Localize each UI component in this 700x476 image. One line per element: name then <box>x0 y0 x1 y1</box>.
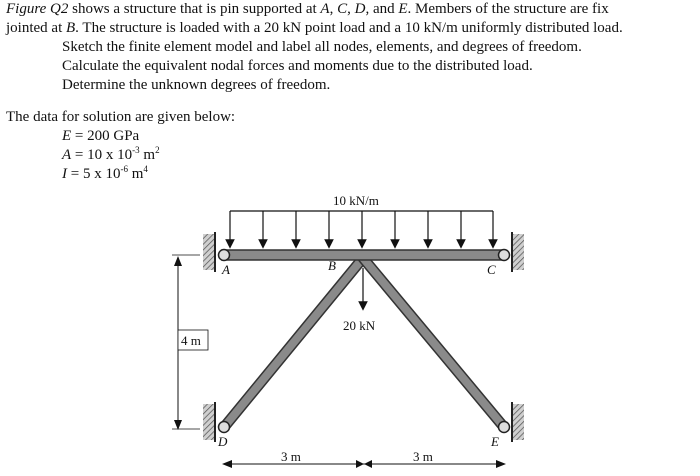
node-label-a: A <box>222 262 230 277</box>
height-label: 4 m <box>181 333 201 348</box>
pin-c <box>499 250 510 261</box>
intro1-run-7: , and <box>365 1 399 17</box>
intro1-run-5: , <box>347 1 355 17</box>
support-a <box>203 232 215 272</box>
intro1-run-1: shows a structure that is pin supported at <box>68 1 321 17</box>
task-unknown-dof: Determine the unknown degrees of freedom. <box>62 77 331 93</box>
pin-e <box>499 422 510 433</box>
support-c <box>512 232 524 272</box>
pin-d <box>219 422 230 433</box>
right-span-label: 3 m <box>413 449 433 464</box>
support-d <box>203 402 215 442</box>
left-span-label: 3 m <box>281 449 301 464</box>
intro2-run-0: jointed at <box>6 20 66 36</box>
node-label-d: D <box>218 434 228 449</box>
task-nodal-forces: Calculate the equivalent nodal forces and moments due to the distributed load. <box>62 58 533 74</box>
intro1-run-0: Figure Q2 <box>6 1 69 17</box>
point-load-label: 20 kN <box>343 318 376 333</box>
distributed-load <box>230 211 493 244</box>
node-label-c: C <box>487 262 496 277</box>
intro1-run-9: . Members of the structure are fix <box>407 1 609 17</box>
data-title: The data for solution are given below: <box>6 109 236 125</box>
intro2-run-1: B <box>66 20 76 36</box>
node-label-e: E <box>491 434 499 449</box>
intro1-run-3: , <box>329 1 338 17</box>
intro1-run-2: A <box>320 1 330 17</box>
data-area: A = 10 x $10^{-3}$ $m^2$ <box>62 145 160 163</box>
data-elastic-modulus: E = 200 GPa <box>62 128 140 144</box>
task-sketch: Sketch the finite element model and label all nodes, elements, and degrees of freedom. <box>62 39 582 55</box>
intro1-run-8: E <box>398 1 408 17</box>
pin-a <box>219 250 230 261</box>
member-abc <box>222 250 505 260</box>
intro1-run-6: D <box>354 1 366 17</box>
span-dimension <box>222 460 506 468</box>
node-label-b: B <box>328 258 336 273</box>
intro1-run-4: C <box>337 1 348 17</box>
support-e <box>512 402 524 442</box>
udl-label: 10 kN/m <box>333 193 379 208</box>
data-inertia: I = 5 x $10^{-6}$ $m^4$ <box>62 164 148 182</box>
intro2-run-2: . The structure is loaded with a 20 kN point load and a 10 kN/m uniformly distributed load. <box>75 20 623 36</box>
